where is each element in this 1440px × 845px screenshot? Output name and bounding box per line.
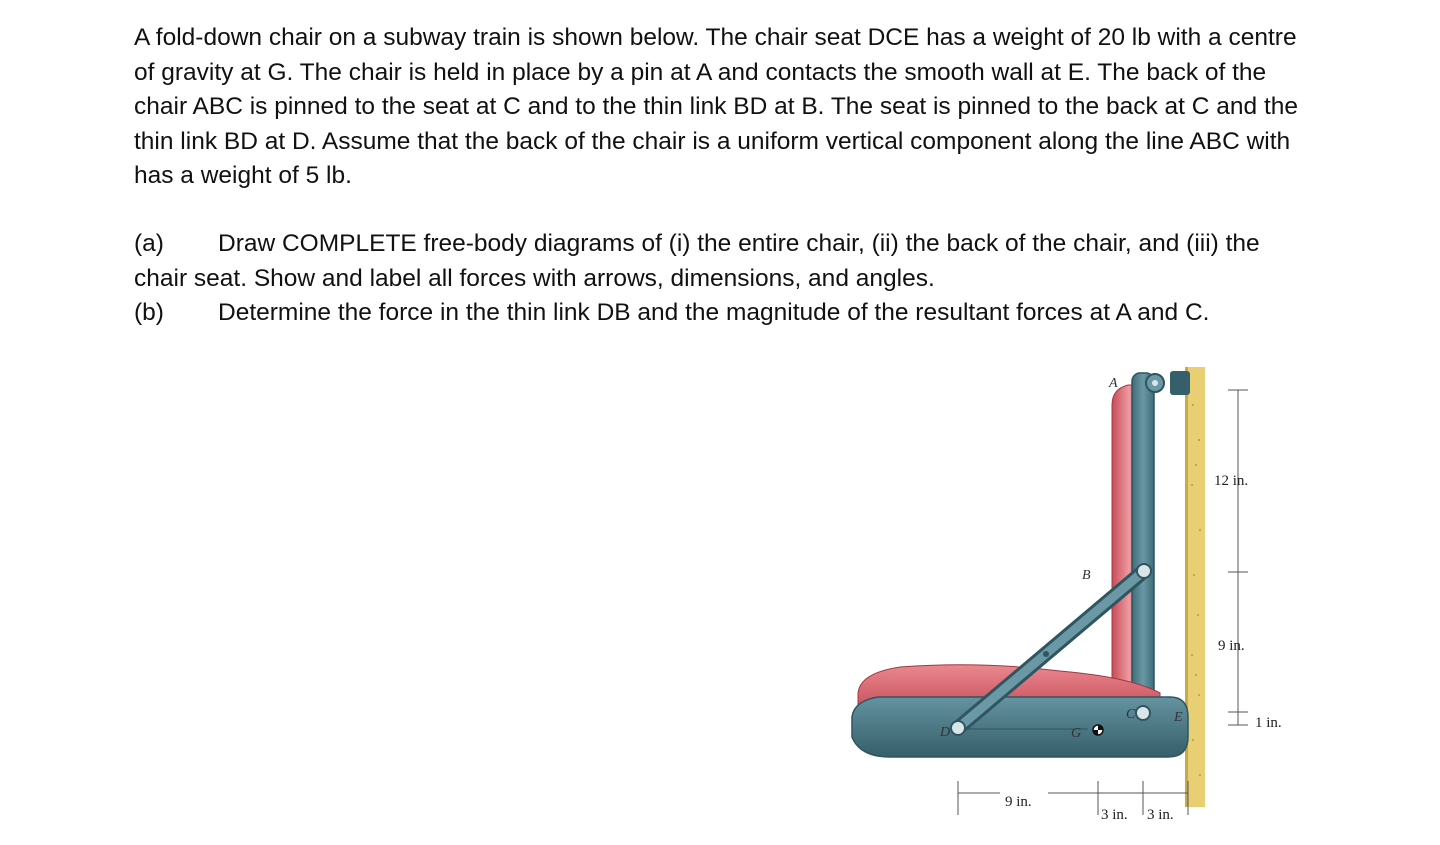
part-b-text: Determine the force in the thin link DB and the magnitude of the resultant forces at A and C. — [218, 299, 1210, 326]
problem-statement-text: A fold-down chair on a subway train is shown below. The chair seat DCE has a weight of 20 lb with a centre of gravity at G. The chair is held in place by a pin at A and contacts the smooth wall at E. The back of the chair ABC is pinned to the seat at C and to the thin link BD at B. The seat is pinned to the back at C and the thin link BD at D. Assume that the back of the chair is a uniform vertical component along the line ABC with has a weight of 5 lb. — [134, 24, 1299, 189]
wall-bracket — [1170, 371, 1190, 395]
chair-diagram — [830, 345, 1310, 835]
seat-frame — [852, 697, 1188, 757]
back-frame — [1132, 373, 1154, 713]
problem-statement — [134, 21, 1314, 194]
problem-parts — [134, 227, 1314, 331]
wall-surface — [1187, 367, 1205, 807]
dim-9-in-vertical: 9 in. — [1218, 638, 1245, 654]
pin-b — [1137, 564, 1151, 578]
vertical-dimensions — [1228, 390, 1248, 725]
dim-9-in-horizontal: 9 in. — [1005, 794, 1032, 810]
part-a — [134, 227, 1314, 262]
link-bd-rivet — [1043, 651, 1049, 657]
label-b: B — [1082, 568, 1091, 583]
pin-d — [951, 721, 965, 735]
chair-figure — [830, 345, 1310, 835]
part-a-text: Draw COMPLETE free-body diagrams of (i) the entire chair, (ii) the back of the chair, and (iii) the — [218, 230, 1260, 257]
label-e: E — [1174, 710, 1183, 725]
dim-1-in: 1 in. — [1255, 715, 1282, 731]
dim-12-in: 12 in. — [1214, 473, 1249, 489]
part-b-label: (b) — [134, 299, 164, 326]
dim-3-in-right: 3 in. — [1147, 807, 1174, 823]
pin-a-center — [1152, 380, 1158, 386]
part-b — [134, 296, 1314, 331]
label-d: D — [940, 725, 951, 740]
dim-3-in-left: 3 in. — [1101, 807, 1128, 823]
pin-c — [1136, 706, 1150, 720]
part-a-label: (a) — [134, 230, 164, 257]
label-g: G — [1071, 726, 1082, 741]
label-c: C — [1126, 707, 1136, 722]
label-a: A — [1109, 376, 1118, 391]
part-a-continuation: chair seat. Show and label all forces with arrows, dimensions, and angles. — [134, 264, 935, 292]
